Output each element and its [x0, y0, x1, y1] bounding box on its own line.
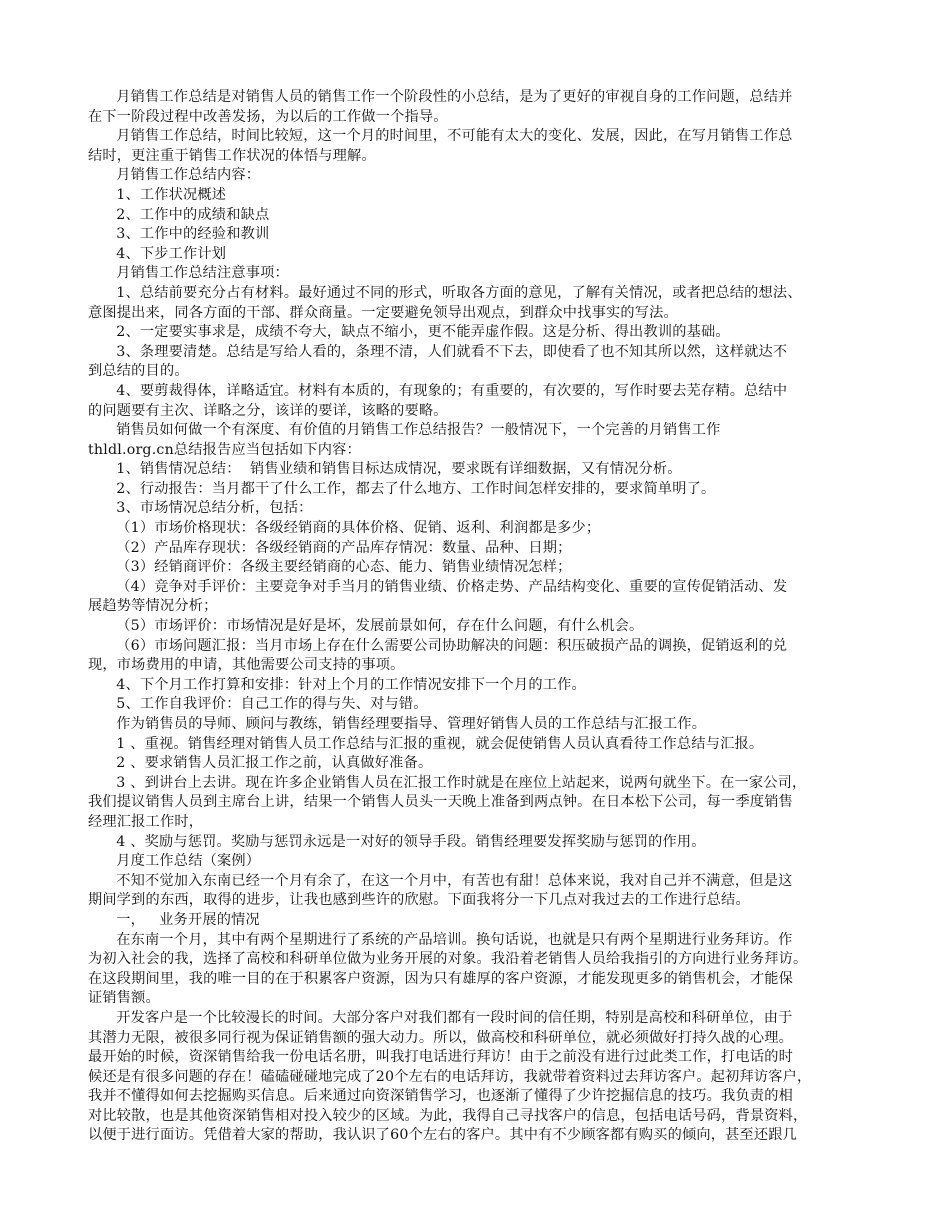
- paragraph-line: 2、工作中的成绩和缺点: [88, 206, 270, 223]
- paragraph-line: 意图提出来，同各方面的干部、群众商量。一定要避免领导出观点，到群众中找事实的写法。: [88, 304, 678, 321]
- paragraph-line: thldl.org.cn总结报告应当包括如下内容：: [88, 441, 361, 458]
- paragraph-line: 对比较散，也是其他资深销售相对投入较少的区域。为此，我得自己寻找客户的信息，包括电话号码，背景资料，: [88, 1107, 808, 1124]
- paragraph-line: 其潜力无限，被很多同行视为保证销售额的强大动力。所以，做高校和科研单位，就必须做好打持久战的心理。: [88, 1029, 793, 1046]
- paragraph-line: （3）经销商评价：各级主要经销商的心态、能力、销售业绩情况怎样；: [88, 559, 572, 576]
- paragraph-line: 开发客户是一个比较漫长的时间。大部分客户对我们都有一段时间的信任期，特别是高校和科研单位，由于: [88, 1009, 793, 1026]
- paragraph-line: 现，市场费用的申请，其他需要公司支持的事项。: [88, 657, 405, 674]
- paragraph-line: （6）市场问题汇报：当月市场上存在什么需要公司协助解决的问题：积压破损产品的调换，促销返利的兑: [88, 637, 788, 654]
- paragraph-line: 1、销售情况总结： 销售业绩和销售目标达成情况，要求既有详细数据，又有情况分析。: [88, 461, 682, 478]
- paragraph-line: 在东南一个月，其中有两个星期进行了系统的产品培训。换句话说，也就是只有两个星期进行业务拜访。作: [88, 931, 793, 948]
- paragraph-line: 期间学到的东西，取得的进步，让我也感到些许的欣慰。下面我将分一下几点对我过去的工作进行总结。: [88, 892, 750, 909]
- paragraph-line: 2、一定要实事求是，成绩不夸大，缺点不缩小，更不能弄虚作假。这是分析、得出教训的基础。: [88, 324, 730, 341]
- paragraph-line: 作为销售员的导师、顾问与教练，销售经理要指导、管理好销售人员的工作总结与汇报工作。: [88, 716, 707, 732]
- paragraph-line: 3 、到讲台上去讲。现在许多企业销售人员在汇报工作时就是在座位上站起来，说两句就坐下。在一家公司，: [88, 774, 807, 791]
- paragraph-line: 月销售工作总结是对销售人员的销售工作一个阶段性的小总结，是为了更好的审视自身的工作问题，总结并: [88, 89, 793, 105]
- paragraph-line: 证销售额。: [88, 990, 160, 1007]
- paragraph-line: 展趋势等情况分析；: [88, 598, 218, 615]
- paragraph-line: 月销售工作总结，时间比较短，这一个月的时间里，不可能有太大的变化、发展，因此，在写月销售工作总: [88, 128, 793, 145]
- paragraph-line: 5、工作自我评价：自己工作的得与失、对与错。: [88, 696, 428, 713]
- paragraph-line: 候还是有很多问题的存在！磕磕碰碰地完成了20个左右的电话拜访，我就带着资料过去拜访客户。起初拜访客户，: [88, 1068, 812, 1085]
- paragraph-line: 3、条理要清楚。总结是写给人看的，条理不清，人们就看不下去，即使看了也不知其所以然，这样就达不: [88, 343, 788, 360]
- paragraph-line: 的问题要有主次、详略之分，该详的要详，该略的要略。: [88, 402, 448, 419]
- paragraph-line: 我并不懂得如何去挖掘购买信息。后来通过向资深销售学习，也逐渐了懂得了少许挖掘信息的技巧。我负责的相: [88, 1088, 793, 1105]
- paragraph-line: （4）竞争对手评价：主要竞争对手当月的销售业绩、价格走势、产品结构变化、重要的宣传促销活动、发: [88, 578, 788, 595]
- paragraph-line: 最开始的时候，资深销售给我一份电话名册，叫我打电话进行拜访！由于之前没有进行过此类工作，打电话的时: [88, 1049, 793, 1066]
- paragraph-line: 4、下个月工作打算和安排：针对上个月的工作情况安排下一个月的工作。: [88, 676, 586, 693]
- paragraph-line: 一， 业务开展的情况: [88, 911, 260, 928]
- paragraph-line: 3、工作中的经验和教训: [88, 226, 270, 243]
- paragraph-line: 到总结的目的。: [88, 363, 189, 380]
- paragraph-line: 1 、重视。销售经理对销售人员工作总结与汇报的重视，就会促使销售人员认真看待工作总结与汇报。: [88, 735, 764, 752]
- paragraph-line: 在下一阶段过程中改善发扬，为以后的工作做一个指导。: [88, 108, 448, 125]
- paragraph-line: 3、市场情况总结分析，包括：: [88, 500, 313, 517]
- paragraph-line: 在这段期间里，我的唯一目的在于积累客户资源，因为只有雄厚的客户资源，才能发现更多的销售机会，才能保: [88, 970, 793, 987]
- paragraph-line: 经理汇报工作时，: [88, 813, 204, 830]
- paragraph-line: 1、工作状况概述: [88, 186, 227, 203]
- paragraph-line: 月销售工作总结内容：: [88, 167, 261, 184]
- paragraph-line: （2）产品库存现状：各级经销商的产品库存情况：数量、品种、日期；: [88, 539, 572, 556]
- paragraph-line: （5）市场评价：市场情况是好是坏，发展前景如何，存在什么问题，有什么机会。: [88, 618, 644, 635]
- paragraph-line: 以便于进行面访。凭借着大家的帮助，我认识了60个左右的客户。其中有不少顾客都有购买的倾向，甚至还跟几: [88, 1127, 798, 1144]
- paragraph-line: 不知不觉加入东南已经一个月有余了，在这一个月中，有苦也有甜！总体来说，我对自己并不满意，但是这: [88, 872, 793, 889]
- paragraph-line: 4 、奖励与惩罚。奖励与惩罚永远是一对好的领导手段。销售经理要发挥奖励与惩罚的作用。: [88, 833, 706, 850]
- paragraph-line: 1、总结前要充分占有材料。最好通过不同的形式，听取各方面的意见，了解有关情况，或者把总结的想法、: [88, 284, 802, 301]
- paragraph-line: 月度工作总结（案例）: [88, 853, 261, 870]
- paragraph-line: 2、行动报告：当月都干了什么工作，都去了什么地方、工作时间怎样安排的，要求简单明了。: [88, 480, 716, 497]
- paragraph-line: 我们提议销售人员到主席台上讲，结果一个销售人员头一天晚上准备到两点钟。在日本松下公司，每一季度销售: [88, 794, 793, 811]
- paragraph-line: （1）市场价格现状：各级经销商的具体价格、促销、返利、利润都是多少；: [88, 520, 601, 537]
- paragraph-line: 月销售工作总结注意事项：: [88, 265, 289, 282]
- paragraph-line: 4、下步工作计划: [88, 245, 227, 262]
- paragraph-line: 为初入社会的我，选择了高校和科研单位做为业务开展的对象。我沿着老销售人员给我指引的方向进行业务拜访。: [88, 951, 808, 968]
- paragraph-line: 2 、要求销售人员汇报工作之前，认真做好准备。: [88, 755, 433, 772]
- document-page: [88, 88, 863, 1146]
- paragraph-line: 结时，更注重于销售工作状况的体悟与理解。: [88, 147, 376, 164]
- paragraph-line: 4、要剪裁得体，详略适宜。材料有本质的，有现象的；有重要的，有次要的，写作时要去芜存精。总结中: [88, 382, 788, 399]
- paragraph-line: 销售员如何做一个有深度、有价值的月销售工作总结报告？一般情况下，一个完善的月销售工作: [88, 422, 721, 439]
